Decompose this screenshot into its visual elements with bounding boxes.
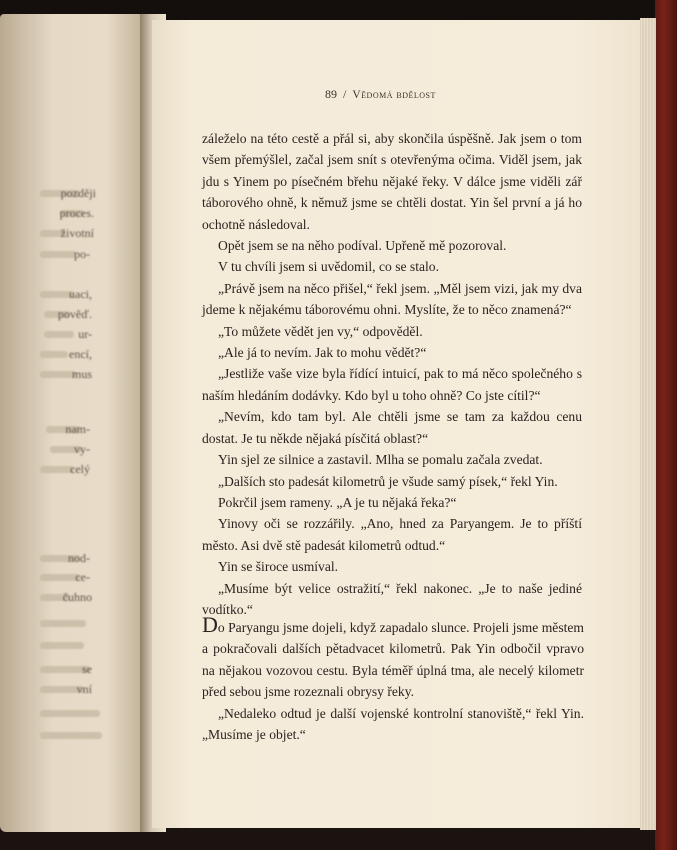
paragraph: Pokrčil jsem rameny. „A je tu nějaká řeka?“ [218, 494, 457, 510]
paragraph: „Dalších sto padesát kilometrů je všude samý písek,“ řekl Yin. [218, 473, 558, 489]
running-head-separator: / [343, 87, 347, 101]
running-head [325, 87, 436, 102]
book-cover-edge [655, 0, 677, 850]
paragraph: „Musíme být velice ostražití,“ řekl nakonec. „Je to naše jediné vodítko.“ [202, 580, 582, 617]
left-line: ur- [78, 327, 92, 341]
left-line: po- [74, 247, 90, 261]
paragraph-text: o Paryangu jsme dojeli, když zapadalo slunce. Projeli jsme městem a pokračovali dalších pětadvacet kilometrů. Pak Yin odbočil vpravo na nějakou vozovou cestu. Byla téměř úplná tma, ale necelý kilometr před sebou jsme rozeznali obrysy řeky. [202, 620, 584, 700]
paragraph: „Nedaleko odtud je další vojenské kontrolní stanoviště,“ řekl Yin. „Musíme je objet.“ [202, 705, 584, 743]
left-line: nod- [68, 551, 90, 565]
body-text [202, 128, 582, 620]
left-page [0, 14, 152, 832]
left-line: mus [71, 367, 92, 381]
paragraph: „Ale já to nevím. Jak to mohu vědět?“ [218, 345, 427, 361]
left-line: uaci, [69, 287, 92, 301]
paragraph: Opět jsem se na něho podíval. Upřeně mě pozoroval. [218, 238, 507, 254]
left-line: čuhno [62, 590, 92, 604]
section-opening-paragraph [202, 612, 584, 703]
paragraph: „Nevím, kdo tam byl. Ale chtěli jsme se tam za každou cenu dostat. Je tu někde nějaká písčitá oblast?“ [202, 409, 582, 446]
left-line: pověď. [57, 307, 92, 321]
dropcap: D [202, 612, 218, 637]
left-line: encí, [69, 347, 92, 361]
page-edges [640, 18, 656, 830]
page-number: 89 [325, 87, 337, 101]
left-line: proces. [59, 206, 94, 220]
paragraph: Yin sjel ze silnice a zastavil. Mlha se pomalu začala zvedat. [218, 452, 543, 468]
section-two [202, 612, 584, 745]
left-line: ce- [75, 570, 90, 584]
left-line: nam- [65, 422, 90, 436]
paragraph: záleželo na této cestě a přál si, aby skončila úspěšně. Jak jsem o tom všem přemýšlel, začal jsem snít s otevřenýma očima. Viděl jsem, jak jdu s Yinem po písečném břehu nějaké řeky. V dálce jsme viděli zář táborového ohně, k němuž jsme se chtěli dostat. Yin šel první a já ho ochotně následoval. [202, 131, 582, 232]
paragraph: Yin se široce usmíval. [218, 559, 339, 575]
chapter-title: Vědomá bdělost [352, 89, 436, 101]
paragraph: „Právě jsem na něco přišel,“ řekl jsem. „Měl jsem vizi, jak my dva jdeme k nějakému táborovému ohni. Myslíte, že to něco znamená?“ [202, 280, 582, 318]
left-line: vní [76, 682, 92, 696]
left-line: později [60, 186, 96, 200]
left-line: se [82, 662, 92, 676]
paragraph: Yinovy oči se rozzářily. „Ano, hned za Paryangem. Je to příští město. Asi dvě stě padesát kilometrů odtud.“ [202, 516, 582, 553]
left-line: vy- [74, 442, 90, 456]
left-line: celý [70, 462, 90, 476]
paragraph: „To můžete vědět jen vy,“ odpověděl. [218, 323, 423, 339]
left-line: životní [60, 226, 94, 240]
left-page-text [0, 14, 152, 832]
paragraph: „Jestliže vaše vize byla řídící intuicí, pak to má něco společného s naším hledáním dodávky. Kdo byl u toho ohně? Co jste cítil?“ [202, 366, 582, 403]
paragraph: V tu chvíli jsem si uvědomil, co se stalo. [218, 259, 440, 275]
